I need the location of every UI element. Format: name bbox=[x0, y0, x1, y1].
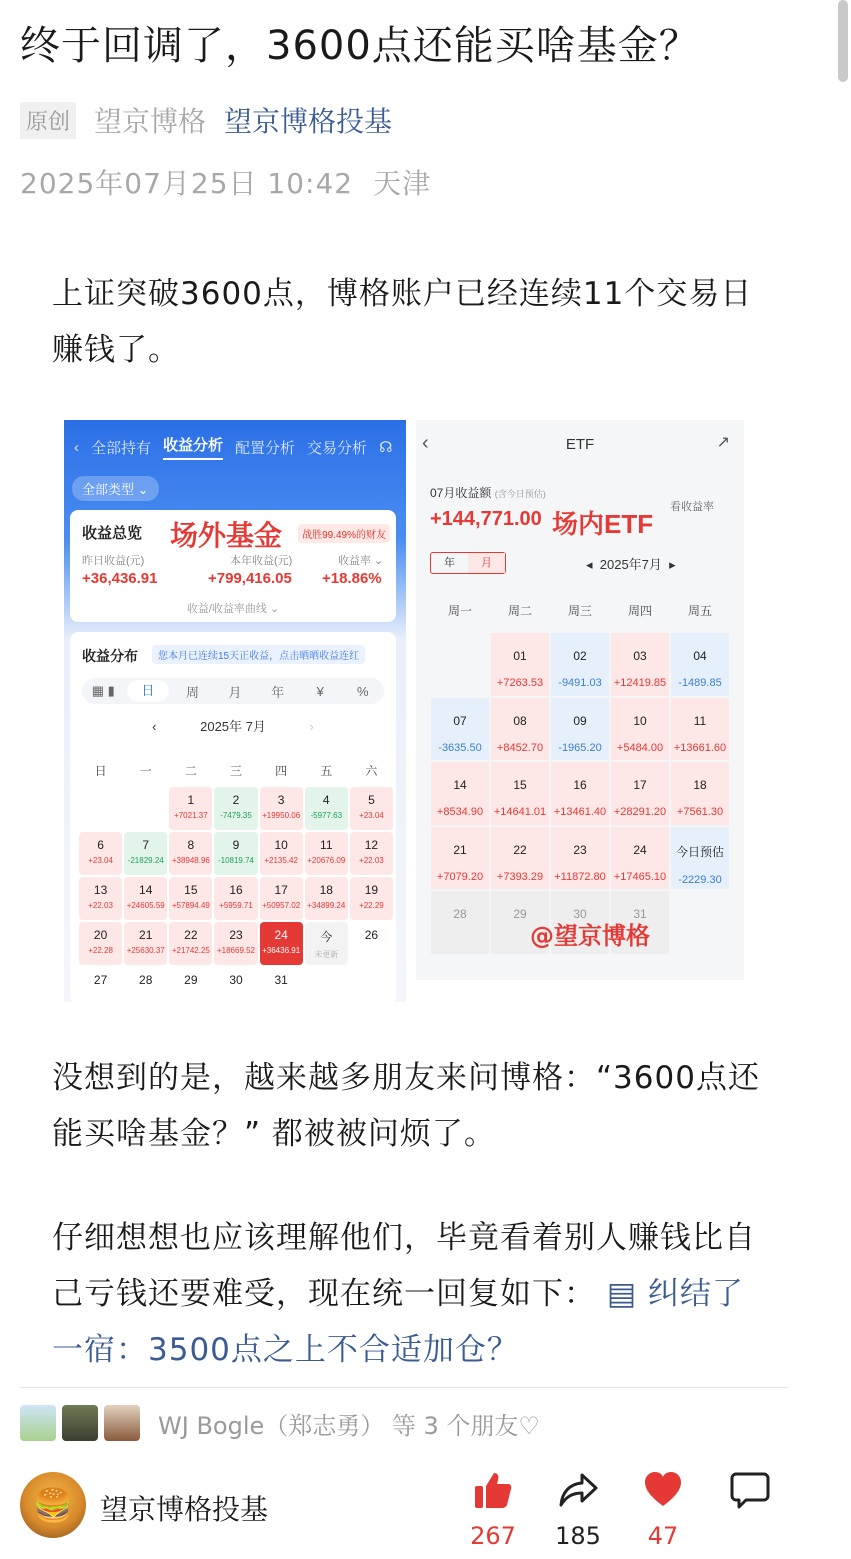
day-profit: +28291.20 bbox=[613, 806, 667, 818]
rate-label: 收益率 ⌄ bbox=[338, 555, 384, 567]
day-profit: -5977.63 bbox=[310, 811, 343, 820]
etf-day-cell bbox=[491, 827, 549, 890]
distribution-title: 收益分布 bbox=[82, 648, 138, 664]
profit-overview-card bbox=[70, 510, 396, 622]
weekday-label: 日 bbox=[94, 764, 107, 778]
paragraph-3 bbox=[52, 1210, 772, 1378]
day-number: 04 bbox=[693, 649, 707, 663]
back-icon: ‹ bbox=[422, 432, 429, 454]
day-profit: +11872.80 bbox=[554, 870, 606, 883]
article-title: 终于回调了，3600点还能买啥基金？ bbox=[20, 23, 700, 69]
liked-by-text: WJ Bogle（郑志勇） 等 3 个朋友♡ bbox=[158, 1411, 540, 1440]
article-image[interactable] bbox=[64, 420, 744, 1002]
day-number: 21 bbox=[453, 842, 467, 857]
day-profit: +21742.25 bbox=[171, 946, 210, 955]
day-number: 6 bbox=[97, 838, 104, 852]
curve-link: 收益/收益率曲线 ⌄ bbox=[186, 603, 280, 615]
day-number: 7 bbox=[142, 838, 150, 852]
day-number: 18 bbox=[693, 778, 707, 792]
rate-value: +18.86% bbox=[322, 570, 382, 587]
day-profit: +22.03 bbox=[88, 901, 113, 910]
calendar-day-cell bbox=[124, 787, 167, 830]
day-number: 2 bbox=[232, 793, 240, 807]
day-profit: +17465.10 bbox=[613, 870, 667, 883]
day-number: 26 bbox=[364, 928, 379, 942]
weekday-label: 四 bbox=[275, 764, 288, 778]
day-number: 21 bbox=[139, 928, 153, 942]
day-number: 29 bbox=[513, 907, 527, 921]
calendar-day-cell bbox=[79, 832, 122, 875]
day-profit: -2229.30 bbox=[678, 873, 722, 886]
etf-title: ETF bbox=[565, 436, 595, 453]
etf-day-cell bbox=[671, 762, 729, 825]
day-number: 31 bbox=[274, 973, 288, 987]
heart-count: 47 bbox=[647, 1522, 679, 1550]
share-button[interactable] bbox=[548, 1466, 608, 1550]
friend-avatar bbox=[62, 1405, 98, 1441]
day-profit: +22.28 bbox=[88, 946, 113, 955]
share-icon bbox=[548, 1466, 608, 1514]
weekday-label: 二 bbox=[184, 764, 197, 778]
weekday-label: 三 bbox=[229, 764, 242, 778]
seg-year: 年 bbox=[444, 557, 455, 569]
calendar-day-cell bbox=[214, 877, 257, 920]
day-number: 8 bbox=[187, 838, 195, 852]
day-number: 20 bbox=[93, 928, 108, 942]
seg-percent: % bbox=[356, 683, 369, 699]
calendar-day-cell bbox=[350, 832, 393, 875]
calendar-day-cell bbox=[214, 832, 257, 875]
etf-day-cell bbox=[671, 891, 729, 954]
day-profit: +7079.20 bbox=[436, 870, 484, 883]
seg-yuan: ¥ bbox=[316, 683, 324, 699]
author-account-link[interactable]: 望京博格投基 bbox=[224, 105, 393, 138]
related-article-link[interactable]: ▤ 纠结了一宿：3500点之上不合适加仓？ bbox=[52, 1276, 745, 1368]
publish-location: 天津 bbox=[373, 167, 432, 200]
rate-toggle: 看收益率 bbox=[670, 501, 714, 513]
day-number: 今日预估 bbox=[675, 844, 724, 859]
seg-day: 日 bbox=[127, 680, 170, 702]
calendar-day-cell bbox=[124, 967, 167, 1002]
paragraph-1: 上证突破3600点，博格账户已经连续11个交易日赚钱了。 bbox=[52, 276, 753, 368]
day-profit: +7561.30 bbox=[676, 806, 724, 818]
watermark: @望京博格 bbox=[530, 922, 650, 950]
day-profit: -9491.03 bbox=[558, 677, 602, 689]
calendar-day-cell bbox=[350, 922, 393, 965]
publish-info bbox=[20, 162, 431, 202]
day-number: 24 bbox=[274, 928, 288, 942]
tab-trade-analysis: 交易分析 bbox=[307, 439, 368, 457]
liked-by-row[interactable] bbox=[20, 1404, 540, 1442]
article-meta bbox=[20, 100, 392, 140]
day-profit: +50957.02 bbox=[262, 901, 301, 910]
calendar-day-cell bbox=[124, 832, 167, 875]
etf-day-cell bbox=[431, 633, 489, 696]
distribution-hint: 您本月已连续15天正收益，点击晒晒收益连红 bbox=[152, 645, 365, 664]
day-number: 4 bbox=[322, 793, 330, 807]
etf-day-cell bbox=[491, 698, 549, 761]
calendar-day-cell bbox=[350, 787, 393, 830]
comment-button[interactable] bbox=[720, 1466, 780, 1514]
day-profit: +23.04 bbox=[359, 811, 384, 820]
calendar-day-cell bbox=[305, 787, 348, 830]
seg-year: 年 bbox=[271, 684, 285, 700]
income-label: 07月收益额 (含今日预估) bbox=[430, 486, 546, 500]
seg-month: 月 bbox=[468, 553, 505, 573]
seg-week: 周 bbox=[185, 684, 199, 700]
calendar-day-cell bbox=[260, 922, 303, 965]
back-icon: ‹ bbox=[74, 438, 79, 456]
prev-month-icon: ‹ bbox=[152, 719, 157, 734]
day-profit: +22.03 bbox=[359, 856, 384, 865]
day-number: 19 bbox=[364, 883, 379, 897]
day-profit: -7479.35 bbox=[220, 811, 252, 820]
etf-day-cell bbox=[431, 827, 489, 890]
day-number: 22 bbox=[184, 928, 198, 942]
day-profit: +7263.53 bbox=[496, 677, 544, 689]
day-number: 15 bbox=[184, 883, 198, 897]
calendar-day-cell bbox=[79, 877, 122, 920]
weekday-label: 周四 bbox=[627, 604, 652, 618]
day-number: 11 bbox=[320, 838, 333, 852]
calendar-day-cell bbox=[350, 877, 393, 920]
day-profit: +22.29 bbox=[359, 901, 384, 910]
day-profit: 未更新 bbox=[314, 950, 339, 959]
day-profit: +23.04 bbox=[88, 856, 113, 865]
day-number: 23 bbox=[229, 928, 243, 942]
day-number: 13 bbox=[93, 883, 108, 897]
account-footer bbox=[20, 1466, 831, 1550]
etf-day-cell bbox=[611, 633, 669, 696]
divider bbox=[20, 1387, 788, 1388]
calendar-day-cell bbox=[169, 877, 212, 920]
tab-all-holdings: 全部持有 bbox=[91, 439, 152, 457]
overview-title: 收益总览 bbox=[82, 525, 143, 542]
day-profit: -3635.50 bbox=[438, 741, 482, 754]
etf-day-cell bbox=[551, 633, 609, 696]
calendar-day-cell bbox=[260, 787, 303, 830]
profit-distribution-card bbox=[70, 632, 396, 1002]
etf-day-cell bbox=[611, 762, 669, 825]
day-number: 10 bbox=[633, 713, 647, 728]
day-profit: +8452.70 bbox=[496, 741, 544, 754]
calendar-day-cell bbox=[260, 877, 303, 920]
yesterday-value: +36,436.91 bbox=[82, 570, 158, 587]
day-number: 23 bbox=[573, 842, 587, 857]
weekday-label: 周五 bbox=[687, 604, 712, 618]
tab-profit-analysis: 收益分析 bbox=[163, 434, 223, 460]
day-number: 31 bbox=[633, 907, 647, 921]
day-profit: -1965.20 bbox=[558, 741, 602, 754]
day-profit: -1489.85 bbox=[678, 677, 722, 689]
day-number: 14 bbox=[453, 778, 467, 792]
account-name[interactable]: 望京博格投基 bbox=[100, 1493, 269, 1526]
weekday-label: 五 bbox=[320, 764, 333, 778]
etf-month: ◂ 2025年7月 ▸ bbox=[586, 557, 676, 572]
overlay-label-offsite: 场外基金 bbox=[170, 520, 283, 551]
calendar-day-cell bbox=[79, 787, 122, 830]
day-number: 08 bbox=[513, 713, 527, 728]
etf-day-cell bbox=[491, 762, 549, 825]
headset-icon: ☊ bbox=[379, 439, 393, 456]
etf-day-cell bbox=[431, 762, 489, 825]
etf-day-cell bbox=[551, 827, 609, 890]
etf-day-cell bbox=[551, 698, 609, 761]
day-profit: -10819.74 bbox=[217, 856, 254, 865]
day-number: 02 bbox=[573, 649, 587, 663]
day-number: 1 bbox=[187, 793, 195, 807]
day-number: 27 bbox=[93, 973, 108, 987]
offsite-fund-screenshot bbox=[64, 420, 406, 1002]
day-profit: +5484.00 bbox=[616, 741, 664, 754]
etf-day-cell bbox=[491, 633, 549, 696]
etf-day-cell bbox=[611, 698, 669, 761]
original-tag: 原创 bbox=[20, 102, 76, 139]
seg-month: 月 bbox=[228, 684, 242, 700]
day-number: 15 bbox=[513, 778, 527, 792]
day-number: 12 bbox=[364, 838, 379, 852]
calendar-day-cell bbox=[260, 832, 303, 875]
calendar-day-cell bbox=[124, 877, 167, 920]
calendar-day-cell bbox=[214, 787, 257, 830]
calendar-day-cell bbox=[79, 922, 122, 965]
weekday-label: 一 bbox=[139, 764, 152, 778]
day-number: 03 bbox=[633, 649, 647, 663]
comment-icon bbox=[720, 1466, 780, 1514]
day-profit: -21829.24 bbox=[127, 856, 164, 865]
day-number: 09 bbox=[573, 713, 587, 728]
day-profit: +5959.71 bbox=[219, 901, 253, 910]
next-month-icon: › bbox=[309, 719, 314, 734]
day-number: 30 bbox=[573, 907, 587, 921]
day-profit: +34899.24 bbox=[307, 901, 346, 910]
day-number: 16 bbox=[573, 778, 587, 792]
overlay-label-etf: 场内ETF bbox=[552, 509, 654, 539]
tab-allocation-analysis: 配置分析 bbox=[235, 439, 296, 457]
etf-day-cell bbox=[671, 633, 729, 696]
calendar-view-icon: ▦ ▮ bbox=[91, 683, 115, 698]
day-number: 30 bbox=[229, 973, 243, 987]
day-profit: +7393.29 bbox=[496, 870, 544, 883]
thumbs-up-button[interactable] bbox=[463, 1466, 523, 1550]
day-number: 22 bbox=[513, 842, 527, 857]
day-profit: +19950.06 bbox=[262, 811, 301, 820]
day-number: 24 bbox=[633, 842, 647, 857]
year-label: 本年收益(元) bbox=[230, 555, 293, 567]
calendar-day-cell bbox=[169, 832, 212, 875]
day-profit: +36436.91 bbox=[262, 946, 301, 955]
calendar-day-cell bbox=[305, 877, 348, 920]
day-profit: +2135.42 bbox=[264, 856, 298, 865]
period-segment bbox=[82, 678, 384, 704]
etf-screenshot bbox=[416, 420, 744, 980]
calendar-day-cell bbox=[169, 967, 212, 1002]
year-month-toggle bbox=[430, 552, 506, 574]
day-profit: +12419.85 bbox=[613, 677, 667, 689]
day-number: 16 bbox=[229, 883, 243, 897]
etf-calendar bbox=[430, 632, 730, 955]
weekday-label: 周三 bbox=[567, 604, 592, 618]
day-profit: +57894.49 bbox=[171, 901, 210, 910]
thumbs-up-count: 267 bbox=[470, 1522, 516, 1550]
friend-avatar bbox=[104, 1405, 140, 1441]
day-number: 29 bbox=[184, 973, 198, 987]
day-profit: +20676.09 bbox=[307, 856, 346, 865]
day-profit: +13661.60 bbox=[673, 741, 727, 754]
etf-day-cell bbox=[431, 891, 489, 954]
day-number: 5 bbox=[368, 793, 375, 807]
paragraph-2: 没想到的是，越来越多朋友来问博格：“3600点还能买啥基金？” 都被被问烦了。 bbox=[52, 1060, 760, 1152]
day-number: 17 bbox=[633, 778, 647, 792]
paragraph-3-text: 仔细想想也应该理解他们，毕竟看着别人赚钱比自己亏钱还要难受，现在统一回复如下： bbox=[52, 1220, 756, 1312]
weekday-header bbox=[78, 762, 394, 779]
day-number: 01 bbox=[513, 649, 527, 663]
day-profit: +18669.52 bbox=[216, 946, 256, 955]
publish-date: 2025年07月25日 10:42 bbox=[20, 167, 354, 200]
account-avatar[interactable]: 🍔 bbox=[20, 1472, 86, 1538]
day-profit: +7021.37 bbox=[174, 811, 208, 820]
calendar-day-cell bbox=[169, 922, 212, 965]
day-number: 3 bbox=[277, 793, 285, 807]
author-name: 望京博格 bbox=[94, 105, 207, 138]
scrollbar[interactable] bbox=[838, 0, 848, 82]
day-number: 17 bbox=[274, 883, 288, 897]
type-filter-chip: 全部类型 ⌄ bbox=[72, 476, 159, 501]
etf-day-cell bbox=[551, 762, 609, 825]
etf-day-cell bbox=[431, 698, 489, 761]
day-number: 9 bbox=[232, 838, 240, 852]
heart-button[interactable] bbox=[633, 1466, 693, 1550]
weekday-label: 六 bbox=[365, 764, 378, 778]
calendar-day-cell bbox=[124, 922, 167, 965]
calendar-day-cell bbox=[305, 832, 348, 875]
calendar-day-cell bbox=[214, 922, 257, 965]
calendar-day-cell bbox=[79, 967, 122, 1002]
friend-avatar bbox=[20, 1405, 56, 1441]
rank-badge: 战胜99.49%的财友 bbox=[298, 524, 390, 543]
yesterday-label: 昨日收益(元) bbox=[82, 555, 145, 567]
month-selector bbox=[70, 716, 396, 735]
etf-weekday-header bbox=[430, 602, 730, 619]
etf-day-cell bbox=[671, 698, 729, 761]
share-count: 185 bbox=[555, 1522, 601, 1550]
day-number: 28 bbox=[453, 907, 467, 921]
day-profit: +25630.37 bbox=[126, 946, 165, 955]
document-icon: ▤ bbox=[606, 1276, 638, 1312]
income-value: +144,771.00 bbox=[430, 508, 542, 530]
day-number: 10 bbox=[274, 838, 288, 852]
day-profit: +14641.01 bbox=[493, 806, 547, 818]
day-number: 14 bbox=[139, 883, 153, 897]
etf-day-cell bbox=[671, 827, 729, 890]
calendar-day-cell bbox=[214, 967, 257, 1002]
day-number: 11 bbox=[693, 713, 707, 728]
calendar-day-cell bbox=[169, 787, 212, 830]
year-value: +799,416.05 bbox=[208, 570, 292, 587]
day-number: 18 bbox=[319, 883, 333, 897]
heart-icon bbox=[633, 1466, 693, 1514]
etf-day-cell bbox=[611, 827, 669, 890]
day-profit: +38948.96 bbox=[171, 856, 210, 865]
day-number: 今 bbox=[320, 930, 333, 944]
offsite-calendar bbox=[78, 786, 394, 1002]
month-label: 2025年 7月 bbox=[200, 719, 266, 734]
fund-tabs bbox=[74, 434, 396, 460]
weekday-label: 周一 bbox=[447, 604, 472, 618]
thumbs-up-icon bbox=[463, 1466, 523, 1514]
day-number: 07 bbox=[453, 713, 467, 728]
calendar-day-cell bbox=[260, 967, 303, 1002]
calendar-day-cell bbox=[305, 922, 348, 965]
day-number: 28 bbox=[139, 973, 153, 987]
share-out-icon: ↗ bbox=[716, 434, 730, 451]
day-profit: +24605.59 bbox=[126, 901, 165, 910]
day-profit: +8534.90 bbox=[436, 806, 484, 818]
weekday-label: 周二 bbox=[507, 604, 532, 618]
day-profit: +13461.40 bbox=[553, 806, 607, 818]
